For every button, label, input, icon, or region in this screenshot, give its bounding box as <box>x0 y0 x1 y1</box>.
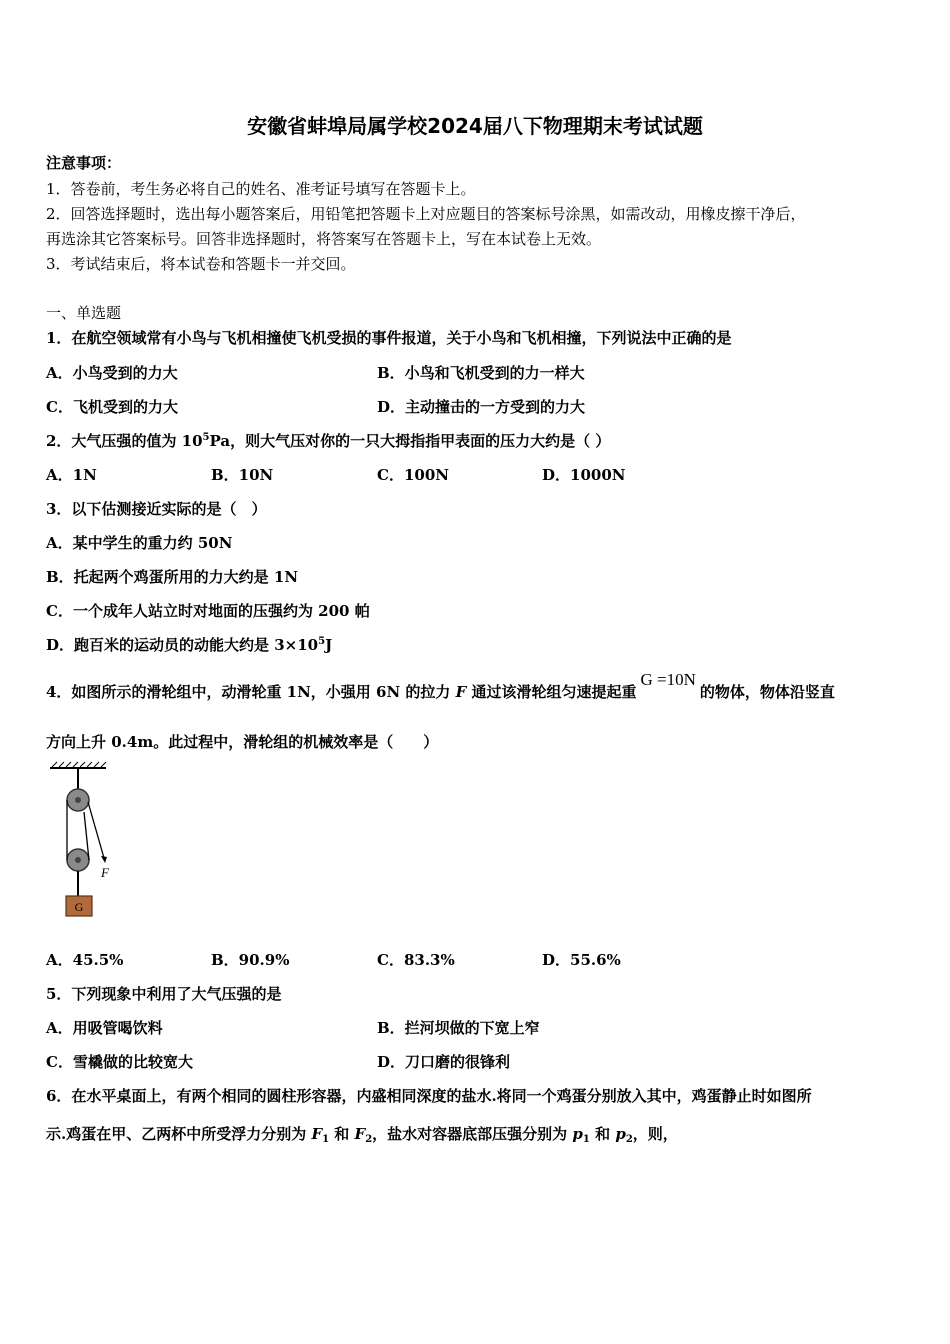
note-3: 3．考试结束后，将本试卷和答题卡一并交回。 <box>46 255 356 273</box>
q6-and-2: 和 <box>589 1125 616 1143</box>
q1-option-a: A．小鸟受到的力大 <box>46 364 178 382</box>
fixed-pulley-axle <box>75 797 81 803</box>
q6-stem-a: 示.鸡蛋在甲、乙两杯中所受浮力分别为 <box>46 1125 312 1143</box>
q3-option-b: B．托起两个鸡蛋所用的力大约是 1N <box>46 568 299 586</box>
q3-d-exponent: 5 <box>318 636 326 647</box>
moving-pulley-axle <box>75 857 81 863</box>
q4-formula: G =10N <box>640 670 696 689</box>
force-label: F <box>101 865 109 880</box>
q6-F1-sub: 1 <box>322 1134 330 1145</box>
q6-and-1: 和 <box>329 1125 355 1143</box>
q6-F1: F <box>311 1125 323 1143</box>
weight-label: G <box>74 900 84 914</box>
q6-p1-sub: 1 <box>582 1134 590 1145</box>
q2-option-d: D．1000N <box>542 466 626 484</box>
force-arrow-head <box>101 856 107 863</box>
page-title: 安徽省蚌埠局属学校2024届八下物理期末考试试题 <box>247 114 703 138</box>
q2-stem-pre: 2．大气压强的值为 10 <box>46 432 203 450</box>
rope-pull <box>88 802 104 858</box>
q3-d-pre: D．跑百米的运动员的动能大约是 3×10 <box>46 636 319 654</box>
note-1: 1．答卷前，考生务必将自己的姓名、准考证号填写在答题卡上。 <box>46 180 476 198</box>
q3-option-a: A．某中学生的重力约 50N <box>46 534 233 552</box>
q6-stem-b: ，盐水对容器底部压强分别为 <box>372 1125 573 1143</box>
q2-option-b: B．10N <box>211 466 274 484</box>
section-heading: 一、单选题 <box>46 304 122 322</box>
q4-stem-post: 的物体，物体沿竖直 <box>699 683 835 701</box>
q5-option-d: D．刀口磨的很锋利 <box>377 1053 511 1071</box>
q3-d-post: J <box>325 636 333 654</box>
q1-option-c: C．飞机受到的力大 <box>46 398 178 416</box>
q4-stem-line2: 方向上升 0.4m。此过程中，滑轮组的机械效率是（ ） <box>46 733 439 751</box>
q4-force-var: F <box>455 683 467 701</box>
q1-option-d: D．主动撞击的一方受到的力大 <box>377 398 586 416</box>
q5-option-c: C．雪橇做的比较宽大 <box>46 1053 193 1071</box>
q6-p1: p <box>572 1125 583 1143</box>
q4-stem-pre: 4．如图所示的滑轮组中，动滑轮重 1N，小强用 6N 的拉力 <box>46 683 456 701</box>
q2-exponent: 5 <box>202 432 210 443</box>
q5-option-b: B．拦河坝做的下宽上窄 <box>377 1019 540 1037</box>
q6-p2: p <box>615 1125 626 1143</box>
q3-option-c: C．一个成年人站立时对地面的压强约为 200 帕 <box>46 602 370 620</box>
q6-stem-c: ，则， <box>632 1125 678 1143</box>
q1-stem: 1．在航空领域常有小鸟与飞机相撞使飞机受损的事件报道，关于小鸟和飞机相撞，下列说法中正确的是 <box>46 329 732 347</box>
q2-stem <box>46 430 610 451</box>
q4-stem-mid: 通过该滑轮组匀速提起重 <box>466 683 637 701</box>
q1-option-b: B．小鸟和飞机受到的力一样大 <box>377 364 585 382</box>
q6-F2: F <box>354 1125 366 1143</box>
q5-option-a: A．用吸管喝饮料 <box>46 1019 163 1037</box>
q5-stem: 5．下列现象中利用了大气压强的是 <box>46 985 282 1003</box>
q2-stem-post: Pa，则大气压对你的一只大拇指指甲表面的压力大约是（ ） <box>209 432 611 450</box>
pulley-figure <box>44 760 124 920</box>
notes-heading: 注意事项： <box>46 154 122 172</box>
q4-option-b: B．90.9% <box>211 951 290 969</box>
q3-stem: 3．以下估测接近实际的是（ ） <box>46 500 267 518</box>
q6-stem-line1: 6．在水平桌面上，有两个相同的圆柱形容器，内盛相同深度的盐水.将同一个鸡蛋分别放入其中，鸡蛋静止时如图所 <box>46 1087 812 1105</box>
q4-option-a: A．45.5% <box>46 951 124 969</box>
q6-F2-sub: 2 <box>365 1134 373 1145</box>
q2-option-c: C．100N <box>377 466 449 484</box>
note-2: 2．回答选择题时，选出每小题答案后，用铅笔把答题卡上对应题目的答案标号涂黑，如需改动，用橡皮擦干净后， <box>46 205 806 223</box>
q3-option-d <box>46 634 332 655</box>
q6-p2-sub: 2 <box>625 1134 633 1145</box>
q4-option-c: C．83.3% <box>377 951 455 969</box>
q2-option-a: A．1N <box>46 466 97 484</box>
q6-stem-line2 <box>46 1123 678 1144</box>
note-2-continued: 再选涂其它答案标号。回答非选择题时，将答案写在答题卡上，写在本试卷上无效。 <box>46 230 602 248</box>
ceiling-hatching <box>52 762 106 767</box>
q4-option-d: D．55.6% <box>542 951 621 969</box>
q4-stem <box>46 670 835 702</box>
